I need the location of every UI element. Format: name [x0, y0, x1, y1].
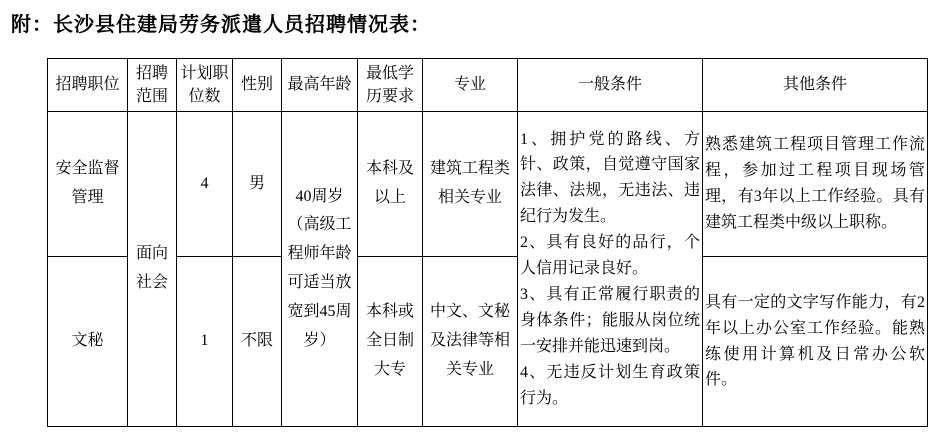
header-position: 招聘职位 [48, 59, 128, 112]
cell-max-age: 40周岁（高级工程师年龄可适当放宽到45周岁） [282, 112, 358, 427]
cell-other-conditions-2: 具有一定的文字写作能力，有2年以上办公室工作经验。能熟练使用计算机及日常办公软件。 [703, 257, 928, 427]
cell-other-conditions-1: 熟悉建筑工程项目管理工作流程，参加过工程项目现场管理，有3年以上工作经验。具有建筑工程类中级以上职称。 [703, 112, 928, 257]
header-general-conditions: 一般条件 [518, 59, 703, 112]
header-max-age: 最高年龄 [282, 59, 358, 112]
table-row [48, 112, 928, 257]
cell-min-education-1: 本科及以上 [358, 112, 423, 257]
header-gender: 性别 [233, 59, 282, 112]
header-other-conditions: 其他条件 [703, 59, 928, 112]
header-min-education: 最低学历要求 [358, 59, 423, 112]
cell-position-2: 文秘 [48, 257, 128, 427]
general-condition-4: 4、无违反计划生育政策行为。 [520, 363, 700, 407]
cell-major-1: 建筑工程类相关专业 [423, 112, 518, 257]
table-row [48, 257, 928, 427]
cell-recruit-scope: 面向社会 [128, 112, 177, 427]
page-title: 附：长沙县住建局劳务派遣人员招聘情况表： [11, 14, 431, 36]
general-condition-1: 1、拥护党的路线、方针、政策，自觉遵守国家法律、法规，无违法、违纪行为发生。 [520, 130, 700, 226]
header-major: 专业 [423, 59, 518, 112]
cell-major-2: 中文、文秘及法律等相关专业 [423, 257, 518, 427]
cell-position-1: 安全监督管理 [48, 112, 128, 257]
cell-gender-2: 不限 [233, 257, 282, 427]
cell-planned-count-2: 1 [177, 257, 233, 427]
header-recruit-scope: 招聘范围 [128, 59, 177, 112]
cell-general-conditions [518, 112, 703, 427]
cell-planned-count-1: 4 [177, 112, 233, 257]
header-planned-count: 计划职位数 [177, 59, 233, 112]
cell-gender-1: 男 [233, 112, 282, 257]
recruitment-table [47, 58, 928, 427]
general-condition-2: 2、具有良好的品行，个人信用记录良好。 [520, 234, 700, 278]
general-condition-3: 3、具有正常履行职责的身体条件；能服从岗位统一安排并能迅速到岗。 [520, 285, 700, 355]
header-row [48, 59, 928, 112]
cell-min-education-2: 本科或全日制大专 [358, 257, 423, 427]
